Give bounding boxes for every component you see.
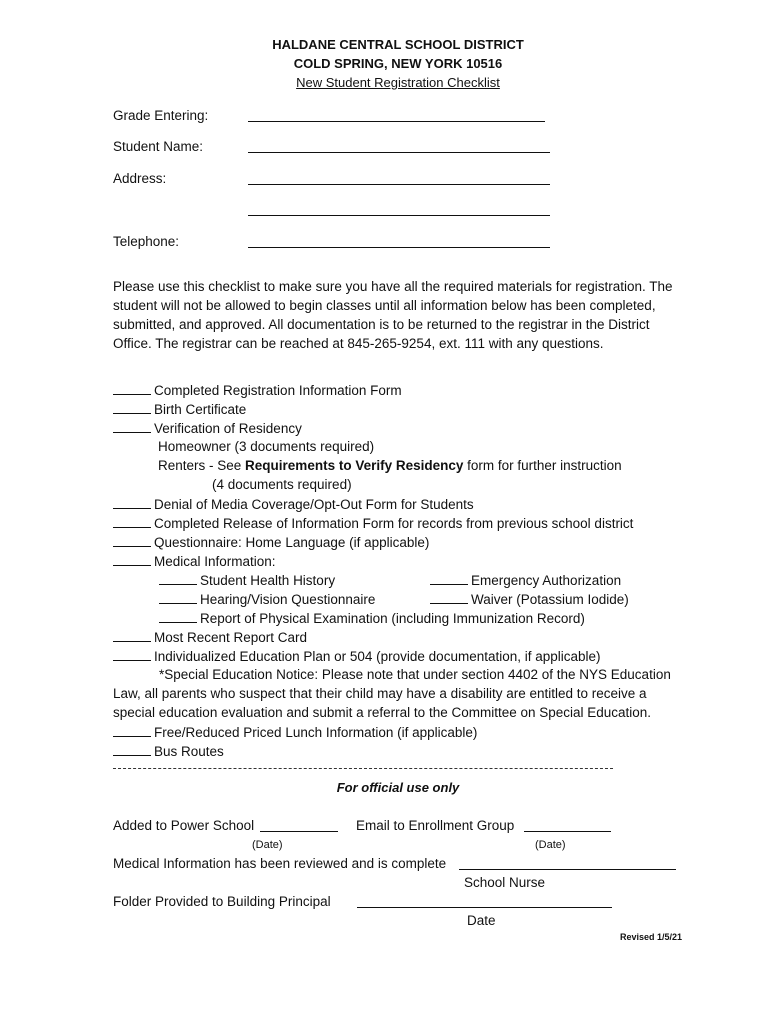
checklist-item: Verification of Residency xyxy=(113,420,302,436)
power-school-label: Added to Power School xyxy=(113,818,255,833)
address-line-1[interactable] xyxy=(248,184,550,185)
checklist-item: Denial of Media Coverage/Opt-Out Form for Students xyxy=(113,496,474,512)
form-title: New Student Registration Checklist xyxy=(296,75,500,90)
folder-date-line[interactable] xyxy=(357,907,612,908)
checkbox-blank[interactable] xyxy=(113,401,151,414)
checkbox-blank[interactable] xyxy=(113,648,151,661)
checkbox-blank[interactable] xyxy=(430,572,468,585)
medical-subitem: Report of Physical Examination (including Immunization Record) xyxy=(159,610,585,626)
grade-label: Grade Entering: xyxy=(113,108,209,123)
folder-label: Folder Provided to Building Principal xyxy=(113,894,331,909)
grade-line[interactable] xyxy=(248,121,545,122)
checklist-item: Bus Routes xyxy=(113,743,224,759)
checkbox-blank[interactable] xyxy=(113,382,151,395)
special-ed-notice-2: Law, all parents who suspect that their child may have a disability are entitled to receive a xyxy=(113,686,647,701)
email-group-label: Email to Enrollment Group xyxy=(356,818,515,833)
telephone-line[interactable] xyxy=(248,247,550,248)
checkbox-blank[interactable] xyxy=(159,591,197,604)
student-name-line[interactable] xyxy=(248,152,550,153)
official-use-heading: For official use only xyxy=(336,780,460,795)
renters-docs: (4 documents required) xyxy=(212,477,352,492)
district-name: HALDANE CENTRAL SCHOOL DISTRICT xyxy=(272,37,524,52)
medical-subitem: Emergency Authorization xyxy=(430,572,621,588)
homeowner-note: Homeowner (3 documents required) xyxy=(158,439,375,454)
checklist-item: Birth Certificate xyxy=(113,401,246,417)
checklist-item: Individualized Education Plan or 504 (provide documentation, if applicable) xyxy=(113,648,601,664)
checkbox-blank[interactable] xyxy=(113,724,151,737)
checklist-item: Most Recent Report Card xyxy=(113,629,307,645)
checklist-item: Questionnaire: Home Language (if applicable) xyxy=(113,534,429,550)
special-ed-notice-3: special education evaluation and submit a referral to the Committee on Special Education. xyxy=(113,705,652,720)
revised-date: Revised 1/5/21 xyxy=(620,932,683,942)
folder-date-caption: Date xyxy=(467,913,496,928)
student-name-label: Student Name: xyxy=(113,139,204,154)
checklist-item: Free/Reduced Priced Lunch Information (if applicable) xyxy=(113,724,477,740)
email-group-date-line[interactable] xyxy=(524,831,611,832)
checkbox-blank[interactable] xyxy=(113,743,151,756)
medical-subitem: Waiver (Potassium Iodide) xyxy=(430,591,629,607)
checklist-item: Medical Information: xyxy=(113,553,276,569)
medical-subitem: Student Health History xyxy=(159,572,335,588)
district-city: COLD SPRING, NEW YORK 10516 xyxy=(293,56,503,71)
checklist-item: Completed Registration Information Form xyxy=(113,382,402,398)
school-nurse-caption: School Nurse xyxy=(464,875,546,890)
checkbox-blank[interactable] xyxy=(159,572,197,585)
renters-note: Renters - See Requirements to Verify Residency form for further instruction xyxy=(158,458,622,473)
medical-subitem: Hearing/Vision Questionnaire xyxy=(159,591,375,607)
power-school-date-caption: (Date) xyxy=(252,839,283,851)
checkbox-blank[interactable] xyxy=(113,496,151,509)
checkbox-blank[interactable] xyxy=(113,629,151,642)
checklist-item: Completed Release of Information Form for records from previous school district xyxy=(113,515,633,531)
checkbox-blank[interactable] xyxy=(430,591,468,604)
address-line-2[interactable] xyxy=(248,215,550,216)
address-label: Address: xyxy=(113,171,167,186)
power-school-date-line[interactable] xyxy=(260,831,338,832)
checkbox-blank[interactable] xyxy=(113,553,151,566)
email-group-date-caption: (Date) xyxy=(535,839,566,851)
checkbox-blank[interactable] xyxy=(113,534,151,547)
checkbox-blank[interactable] xyxy=(159,610,197,623)
checkbox-blank[interactable] xyxy=(113,420,151,433)
section-divider xyxy=(113,768,613,769)
special-ed-notice-1: *Special Education Notice: Please note that under section 4402 of the NYS Education xyxy=(159,667,671,682)
intro-paragraph: Please use this checklist to make sure you have all the required materials for registration. The student will not be allowed to begin classes until all information below has been completed, submitted, and approved. All documentation is to be returned to the registrar in the District Office. The registrar can be reached at 845-265-9254, ext. 111 with any questions. xyxy=(113,279,673,351)
nurse-signature-line[interactable] xyxy=(459,869,676,870)
checkbox-blank[interactable] xyxy=(113,515,151,528)
telephone-label: Telephone: xyxy=(113,234,180,249)
medical-review-label: Medical Information has been reviewed and is complete xyxy=(113,856,447,871)
